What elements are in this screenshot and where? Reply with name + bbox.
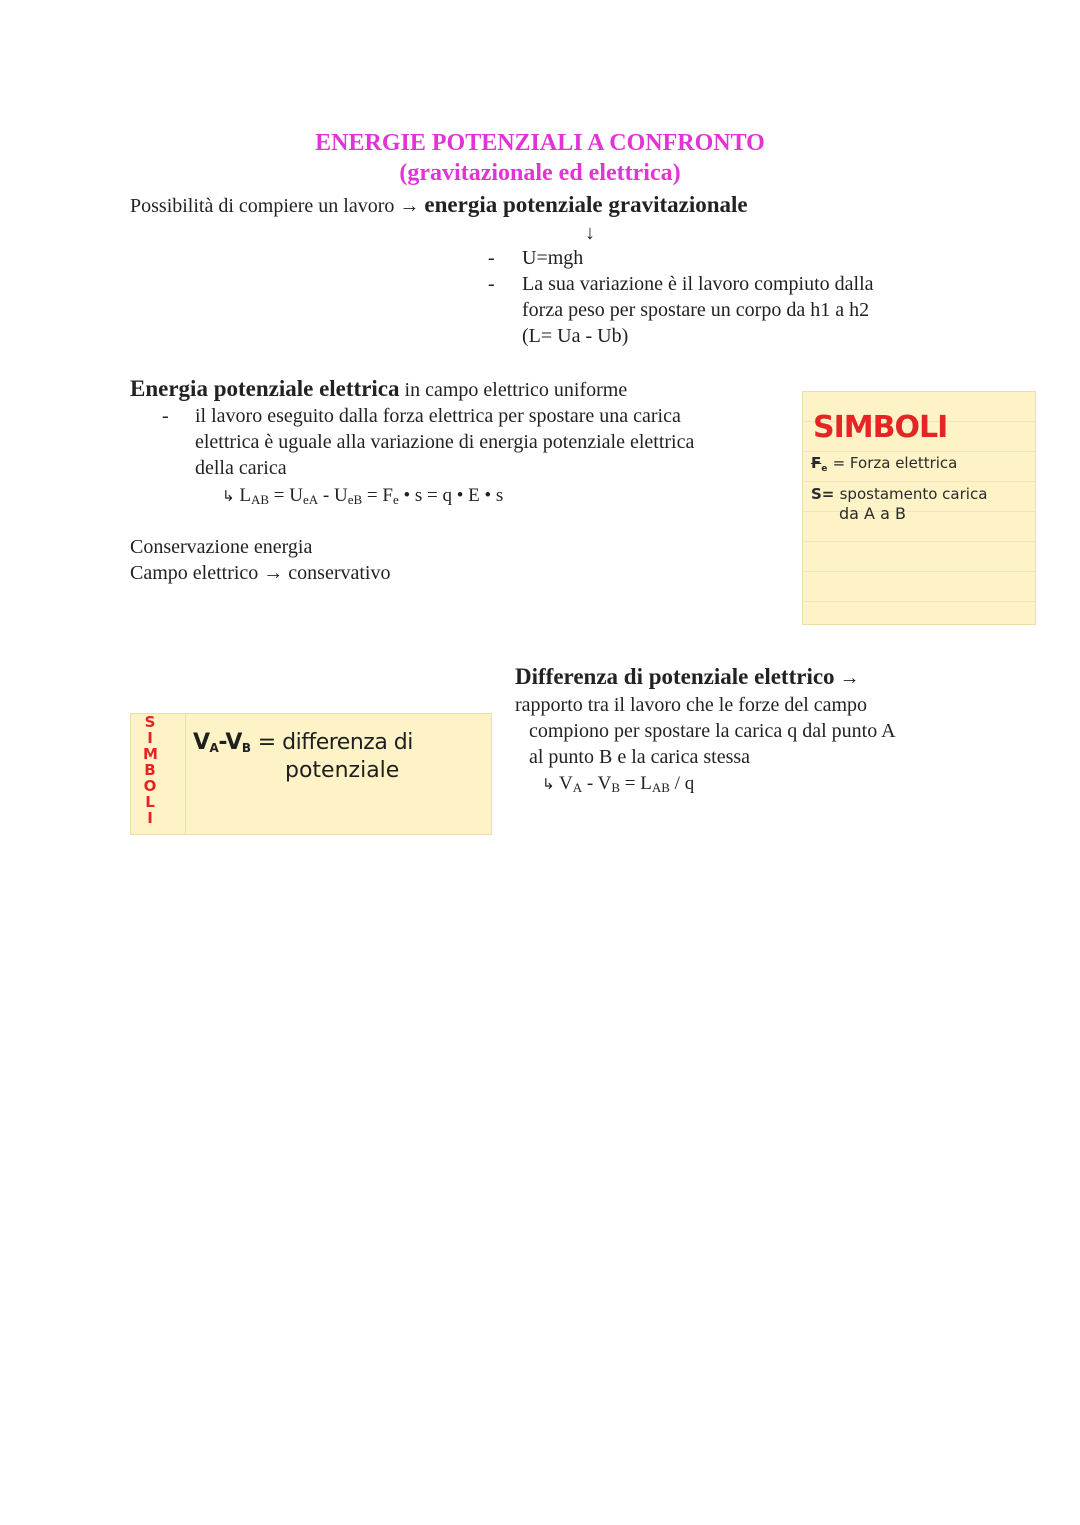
- symbol-displacement: [811, 485, 987, 503]
- gravitational-emphasis: energia potenziale gravitazionale: [424, 192, 748, 217]
- displacement-description-2: da A a B: [839, 504, 906, 523]
- bullet-dash: -: [488, 247, 495, 269]
- formula-vb-sub: B: [611, 780, 621, 795]
- formula-minus: -: [586, 773, 594, 794]
- side-letter: M: [143, 745, 158, 763]
- electric-description: [195, 403, 694, 481]
- vb-symbol: V: [225, 730, 242, 755]
- minus: -: [218, 730, 226, 755]
- force-symbol-sub: e: [821, 464, 828, 474]
- symbols-vertical-label: [143, 714, 157, 826]
- electric-heading-rest: in campo elettrico uniforme: [404, 379, 628, 401]
- displacement-symbol: S=: [811, 485, 835, 503]
- displacement-description: spostamento carica: [839, 485, 988, 503]
- intro-text: Possibilità di compiere un lavoro: [130, 195, 395, 217]
- symbols-note-title: SIMBOLI: [813, 410, 948, 445]
- bullet-text: forza peso per spostare un corpo da h1 a h2: [522, 299, 870, 321]
- formula-U-sub: eB: [347, 492, 363, 507]
- conservation-block: [130, 534, 390, 586]
- formula-L-sub: AB: [250, 492, 269, 507]
- formula-eq: =: [366, 485, 378, 506]
- formula-vb: V: [597, 773, 612, 794]
- conservation-text: conservativo: [288, 562, 391, 584]
- formula-eq: =: [273, 485, 285, 506]
- title-line-2: (gravitazionale ed elettrica): [399, 160, 681, 186]
- pd-line-text: al punto B e la carica stessa: [529, 746, 751, 768]
- title-line-1: ENERGIE POTENZIALI A CONFRONTO: [315, 130, 765, 156]
- pd-line: rapporto tra il lavoro che le forze del campo: [515, 694, 868, 716]
- bullet-text: U=mgh: [522, 247, 584, 269]
- formula-rest: • s = q • E • s: [403, 485, 504, 506]
- page-title: [0, 128, 1080, 188]
- conservation-line: Conservazione energia: [130, 536, 313, 558]
- side-letter: L: [145, 793, 155, 811]
- bullet-dash: -: [488, 273, 495, 295]
- formula-arrow: ↳: [222, 487, 235, 505]
- formula-va-sub: A: [572, 780, 583, 795]
- va-symbol: V: [193, 730, 210, 755]
- side-letter: O: [143, 777, 157, 795]
- potential-description: = differenza di: [257, 730, 413, 755]
- bullet-text: La sua variazione è il lavoro compiuto dalla: [522, 273, 874, 295]
- side-letter: I: [147, 809, 153, 827]
- side-letter: S: [144, 713, 156, 731]
- formula-U: U: [289, 485, 303, 506]
- pd-line-text: compiono per spostare la carica q dal punto A: [529, 720, 896, 742]
- electric-dash: -: [162, 405, 169, 427]
- side-letter: I: [147, 729, 153, 747]
- symbols-sticky-note: [802, 391, 1036, 625]
- electric-heading: [130, 376, 627, 403]
- description-line: elettrica è uguale alla variazione di energia potenziale elettrica: [195, 431, 695, 453]
- pd-heading-bold: Differenza di potenziale elettrico: [515, 664, 835, 689]
- formula-L: L: [239, 485, 251, 506]
- formula-eq: =: [624, 773, 636, 794]
- work-formula: [222, 483, 503, 509]
- formula-rest: / q: [674, 773, 695, 794]
- symbol-force: [811, 454, 957, 472]
- description-line: della carica: [195, 457, 287, 479]
- formula-L: L: [640, 773, 652, 794]
- formula-F: F: [382, 485, 393, 506]
- potential-description-2: potenziale: [285, 758, 400, 783]
- conservation-line: [130, 560, 390, 586]
- potential-sticky-note: [130, 713, 492, 835]
- side-letter: B: [144, 761, 156, 779]
- potential-difference-heading: [515, 664, 860, 691]
- pd-line: [529, 718, 896, 770]
- description-line: il lavoro eseguito dalla forza elettrica per spostare una carica: [195, 405, 681, 427]
- vb-sub: B: [241, 741, 251, 755]
- formula-va: V: [559, 773, 573, 794]
- formula-L-sub: AB: [651, 780, 670, 795]
- formula-arrow: ↳: [542, 775, 555, 793]
- electric-heading-bold: Energia potenziale elettrica: [130, 376, 400, 401]
- va-sub: A: [209, 741, 219, 755]
- bullet-text: (L= Ua - Ub): [522, 325, 629, 347]
- formula-F-sub: e: [392, 492, 399, 507]
- down-arrow: ↓: [585, 222, 595, 244]
- force-description: = Forza elettrica: [832, 454, 958, 472]
- gravitational-intro: [130, 192, 748, 219]
- pd-formula: [542, 771, 694, 797]
- formula-U-sub: eA: [302, 492, 319, 507]
- right-arrow: →: [263, 562, 284, 584]
- conservation-text: Campo elettrico: [130, 562, 259, 584]
- right-arrow: →: [839, 667, 860, 689]
- formula-U: U: [333, 485, 348, 506]
- right-arrow: →: [399, 195, 420, 217]
- formula-minus: -: [322, 485, 330, 506]
- potential-difference-label: [193, 730, 413, 755]
- force-symbol: F: [811, 454, 822, 472]
